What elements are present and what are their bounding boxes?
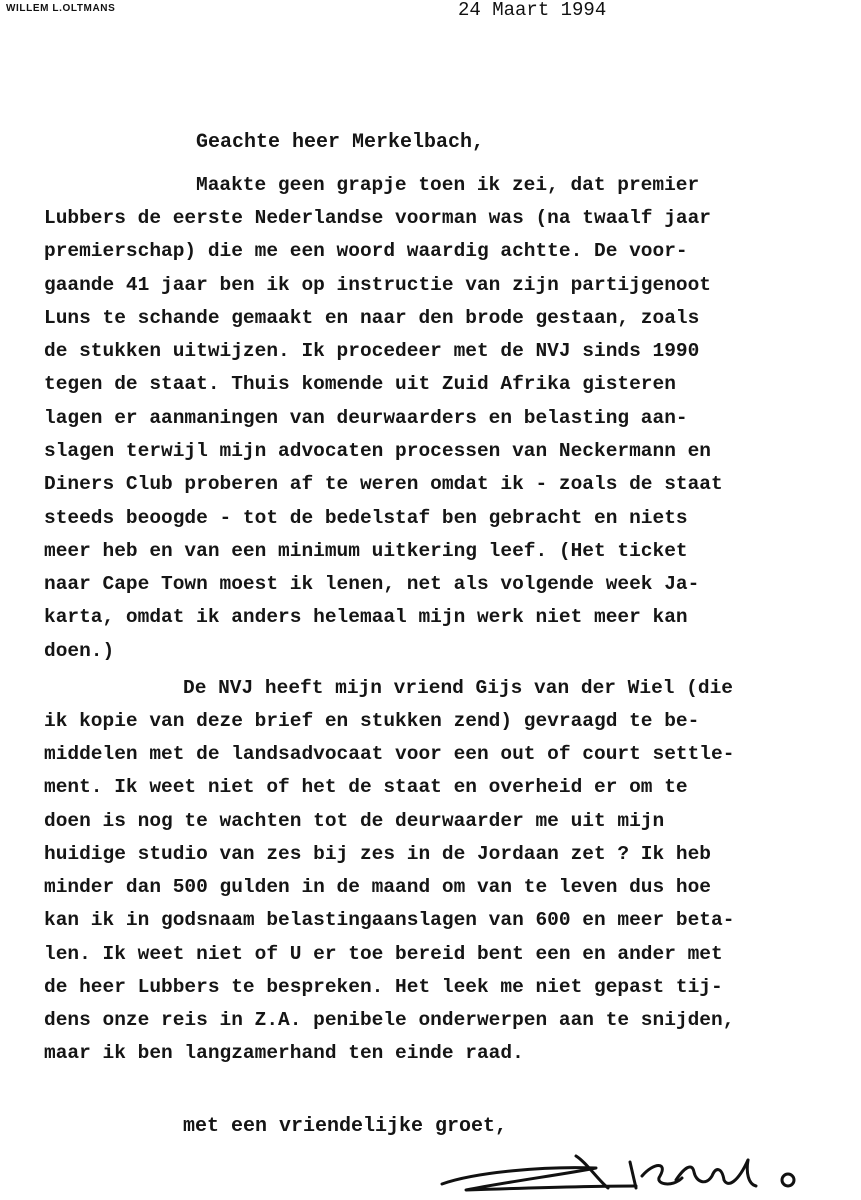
text-line: len. Ik weet niet of U er toe bereid bent een en ander met bbox=[44, 943, 723, 965]
letter-date: 24 Maart 1994 bbox=[458, 0, 607, 21]
text-line: Maakte geen grapje toen ik zei, dat premier bbox=[196, 174, 700, 196]
text-line: ment. Ik weet niet of het de staat en overheid er om te bbox=[44, 776, 688, 798]
text-line: slagen terwijl mijn advocaten processen van Neckermann en bbox=[44, 440, 712, 462]
text-line: kan ik in godsnaam belastingaanslagen van 600 en meer beta- bbox=[44, 909, 735, 931]
text-line: de heer Lubbers te bespreken. Het leek me niet gepast tij- bbox=[44, 976, 723, 998]
handwritten-signature bbox=[436, 1132, 816, 1200]
text-line: dens onze reis in Z.A. penibele onderwerpen aan te snijden, bbox=[44, 1009, 735, 1031]
text-line: doen.) bbox=[44, 640, 115, 662]
text-line: de stukken uitwijzen. Ik procedeer met de NVJ sinds 1990 bbox=[44, 340, 700, 362]
text-line: Luns te schande gemaakt en naar den brode gestaan, zoals bbox=[44, 307, 700, 329]
letterhead: WILLEM L.OLTMANS bbox=[6, 3, 116, 14]
text-line: Diners Club proberen af te weren omdat ik - zoals de staat bbox=[44, 473, 723, 495]
closing: met een vriendelijke groet, bbox=[183, 1115, 508, 1138]
salutation: Geachte heer Merkelbach, bbox=[196, 131, 485, 154]
text-line: gaande 41 jaar ben ik op instructie van zijn partijgenoot bbox=[44, 274, 712, 296]
text-line: middelen met de landsadvocaat voor een out of court settle- bbox=[44, 743, 735, 765]
text-line: ik kopie van deze brief en stukken zend) gevraagd te be- bbox=[44, 710, 700, 732]
text-line: De NVJ heeft mijn vriend Gijs van der Wiel (die bbox=[183, 677, 733, 699]
text-line: huidige studio van zes bij zes in de Jordaan zet ? Ik heb bbox=[44, 843, 712, 865]
text-line: meer heb en van een minimum uitkering leef. (Het ticket bbox=[44, 540, 688, 562]
text-line: Lubbers de eerste Nederlandse voorman was (na twaalf jaar bbox=[44, 207, 712, 229]
text-line: premierschap) die me een woord waardig achtte. De voor- bbox=[44, 240, 688, 262]
text-line: karta, omdat ik anders helemaal mijn werk niet meer kan bbox=[44, 606, 688, 628]
text-line: naar Cape Town moest ik lenen, net als volgende week Ja- bbox=[44, 573, 700, 595]
text-line: steeds beoogde - tot de bedelstaf ben gebracht en niets bbox=[44, 507, 688, 529]
text-line: doen is nog te wachten tot de deurwaarder me uit mijn bbox=[44, 810, 665, 832]
text-line: tegen de staat. Thuis komende uit Zuid Afrika gisteren bbox=[44, 373, 676, 395]
text-line: maar ik ben langzamerhand ten einde raad. bbox=[44, 1042, 524, 1064]
text-line: minder dan 500 gulden in de maand om van te leven dus hoe bbox=[44, 876, 712, 898]
text-line: lagen er aanmaningen van deurwaarders en belasting aan- bbox=[44, 407, 688, 429]
